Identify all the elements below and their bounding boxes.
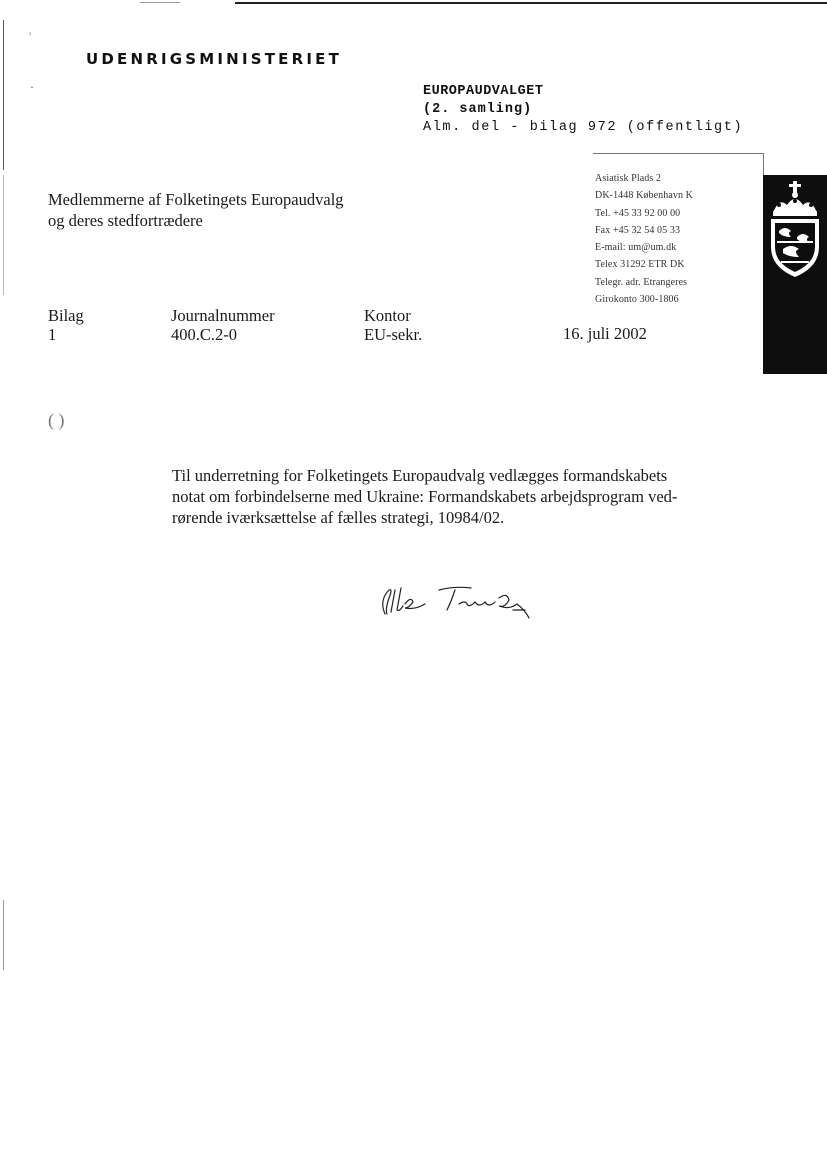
contact-telegram: Telegr. adr. Etrangeres [595,276,688,288]
body-line: rørende iværksættelse af fælles strategi, 10984/02. [172,508,505,527]
letter-body [172,465,732,528]
journal-label: Journalnummer [171,306,275,325]
scan-speck: · [30,80,34,94]
body-line: Til underretning for Folketingets Europaudvalg vedlægges formandskabets [172,466,668,485]
stamp-session: (2. samling) [423,102,533,117]
recipient-address [48,189,344,231]
stamp-committee: EUROPAUDVALGET [423,84,544,99]
scan-speck: ʾ [28,30,32,44]
page-top-rule [235,2,827,4]
contact-giro: Girokonto 300-1806 [595,294,679,306]
recipient-line: Medlemmerne af Folketingets Europaudvalg [48,190,344,209]
journal-value: 400.C.2-0 [171,325,237,344]
scan-left-edge [3,900,4,970]
stamp-divider [593,153,763,154]
stamp-divider-vertical [763,153,764,175]
recipient-line: og deres stedfortrædere [48,211,203,230]
bilag-label: Bilag [48,306,84,325]
scan-artifact-line [140,2,180,3]
margin-paren-mark: ( ) [48,410,65,430]
bilag-column [48,306,84,344]
contact-telex: Telex 31292 ETR DK [595,259,685,271]
contact-email: E-mail: um@um.dk [595,242,677,254]
kontor-label: Kontor [364,306,411,325]
journal-column [171,306,275,344]
handwritten-signature [375,580,545,635]
body-line: notat om forbindelserne med Ukraine: Formandskabets arbejdsprogram ved- [172,487,678,506]
ministry-contact-block [595,170,693,308]
crest-panel [763,175,827,374]
contact-postal: DK-1448 København K [595,190,693,202]
kontor-value: EU-sekr. [364,325,423,344]
kontor-column [364,306,422,344]
ministry-letterhead: UDENRIGSMINISTERIET [86,50,343,68]
scan-left-edge [3,20,4,170]
danish-royal-crest-icon [763,175,827,285]
contact-address: Asiatisk Plads 2 [595,173,662,184]
bilag-value: 1 [48,325,57,344]
registration-stamp [423,83,743,137]
letter-date: 16. juli 2002 [563,324,647,343]
scan-left-edge [3,175,4,295]
stamp-reference: Alm. del - bilag 972 (offentligt) [423,120,744,135]
contact-fax: Fax +45 32 54 05 33 [595,224,681,236]
contact-phone: Tel. +45 33 92 00 00 [595,207,681,219]
